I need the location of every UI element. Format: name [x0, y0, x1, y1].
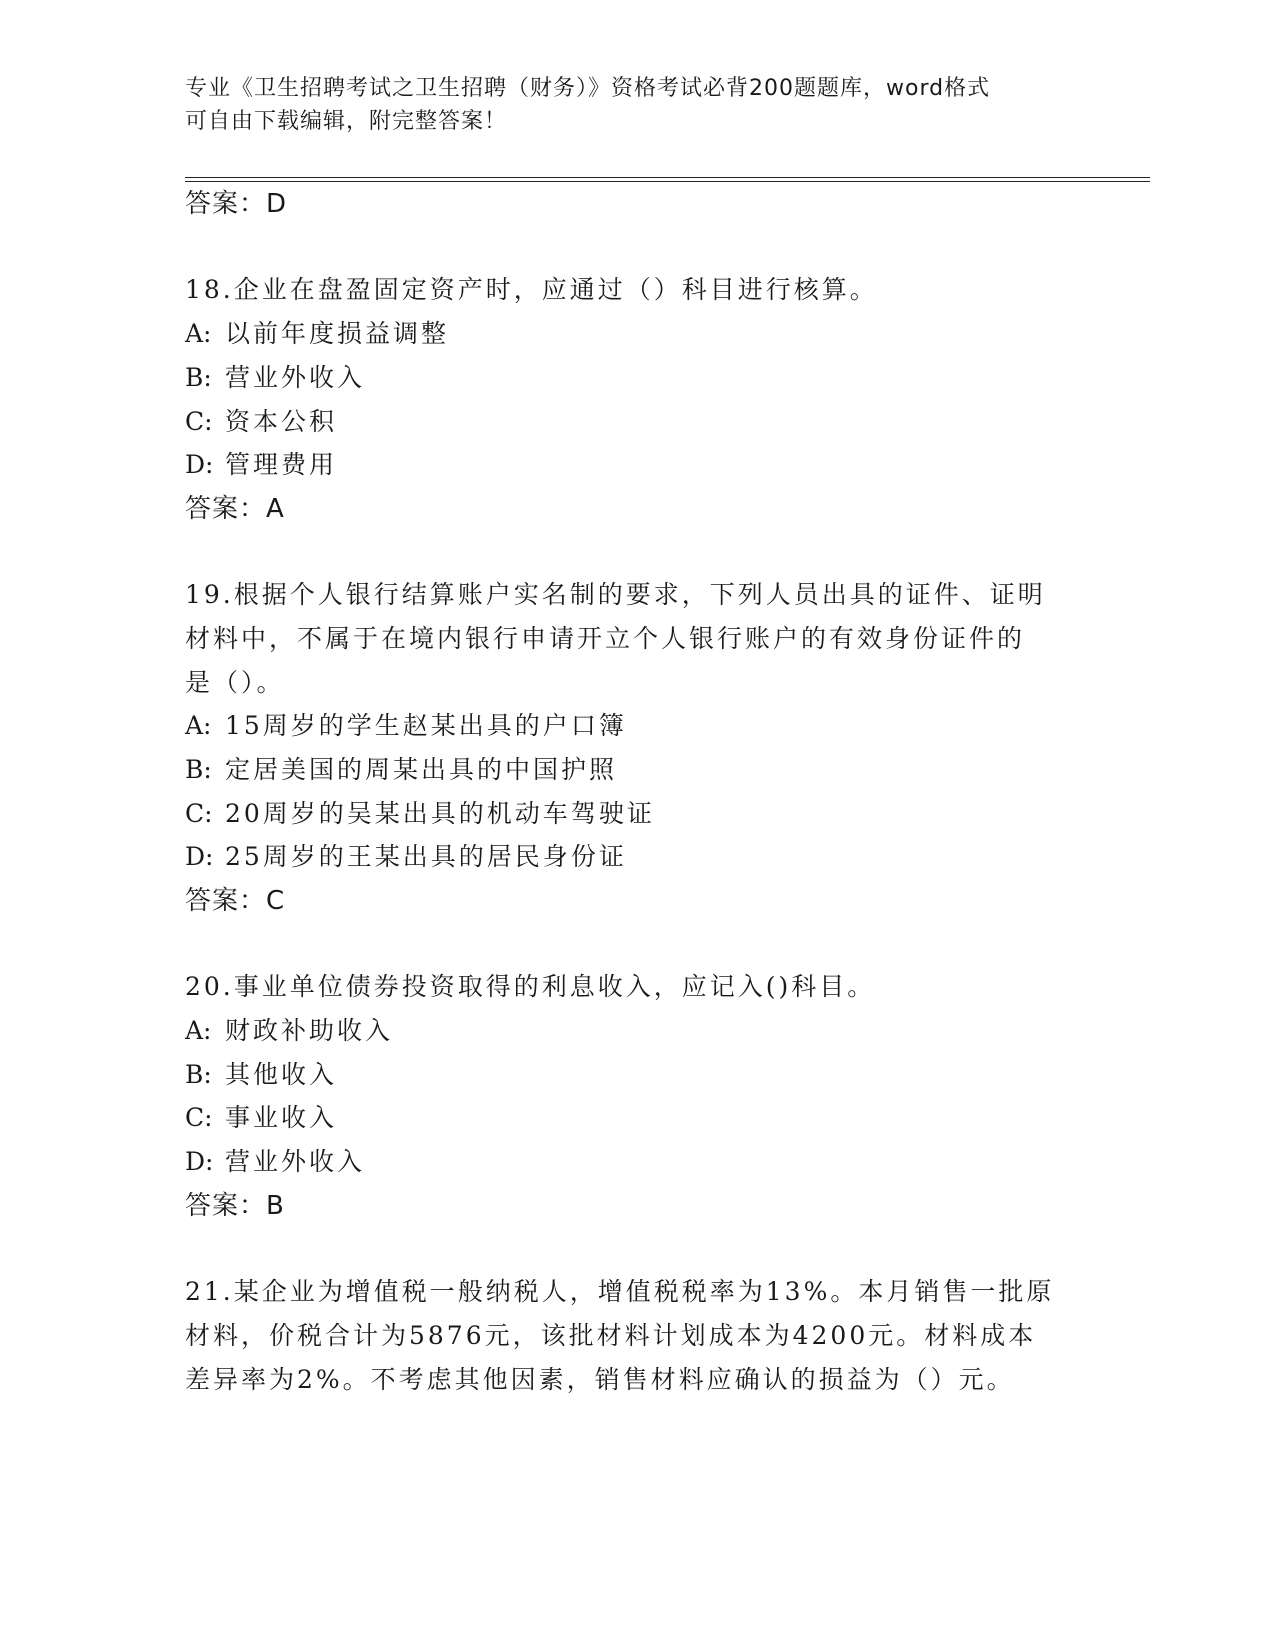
option-letter: A:	[185, 319, 212, 348]
option-text: 定居美国的周某出具的中国护照	[225, 755, 618, 784]
option-text: 25周岁的王某出具的居民身份证	[225, 842, 627, 871]
question-19-text-line-3: 是（）。	[185, 668, 285, 697]
option-text: 营业外收入	[225, 363, 366, 392]
option-text: 财政补助收入	[225, 1016, 394, 1045]
question-20-option-d	[185, 1145, 365, 1179]
option-letter: A:	[185, 1016, 212, 1045]
question-19-option-c	[185, 797, 655, 831]
question-21-text-line-2: 材料，价税合计为5876元，该批材料计划成本为4200元。材料成本	[185, 1321, 1037, 1350]
option-text: 其他收入	[225, 1060, 338, 1089]
question-21-text-line-1: 21.某企业为增值税一般纳税人，增值税税率为13%。本月销售一批原	[185, 1277, 1055, 1306]
question-20-answer: 答案：B	[185, 1191, 285, 1221]
option-letter: B:	[185, 363, 212, 392]
question-21-text-line-3: 差异率为2%。不考虑其他因素，销售材料应确认的损益为（）元。	[185, 1365, 1015, 1394]
question-18-option-a	[185, 317, 449, 351]
question-20-option-b	[185, 1058, 337, 1092]
option-letter: C:	[185, 1103, 213, 1132]
option-letter: B:	[185, 1060, 212, 1089]
question-18-option-d	[185, 448, 337, 482]
option-text: 管理费用	[225, 450, 338, 479]
question-19-text-line-1: 19.根据个人银行结算账户实名制的要求，下列人员出具的证件、证明	[185, 580, 1046, 609]
option-text: 以前年度损益调整	[225, 319, 450, 348]
question-19-option-b	[185, 753, 617, 787]
question-19-text-line-2: 材料中，不属于在境内银行申请开立个人银行账户的有效身份证件的	[185, 624, 1026, 653]
option-letter: D:	[185, 450, 214, 479]
answer-prev: 答案：D	[185, 189, 288, 219]
option-letter: D:	[185, 842, 214, 871]
header-line-1: 专业《卫生招聘考试之卫生招聘（财务）》资格考试必背200题题库，word格式	[185, 76, 991, 101]
header-rule-top	[185, 177, 1150, 178]
option-text: 营业外收入	[225, 1147, 366, 1176]
option-text: 资本公积	[225, 407, 338, 436]
option-letter: C:	[185, 407, 213, 436]
option-text: 事业收入	[225, 1103, 338, 1132]
question-20-text: 20.事业单位债券投资取得的利息收入，应记入()科目。	[185, 972, 876, 1001]
option-letter: A:	[185, 711, 212, 740]
question-19-option-a	[185, 709, 627, 743]
header-rule-bottom	[185, 181, 1150, 182]
question-20-option-a	[185, 1014, 393, 1048]
question-18-option-c	[185, 405, 337, 439]
header-line-2: 可自由下载编辑，附完整答案！	[185, 109, 508, 134]
option-letter: B:	[185, 755, 212, 784]
question-19-option-d	[185, 840, 627, 874]
question-20-option-c	[185, 1101, 337, 1135]
option-letter: D:	[185, 1147, 214, 1176]
question-19-answer: 答案：C	[185, 886, 286, 916]
option-text: 15周岁的学生赵某出具的户口簿	[225, 711, 627, 740]
question-18-text: 18.企业在盘盈固定资产时，应通过（）科目进行核算。	[185, 275, 878, 304]
document-header	[185, 72, 1065, 138]
option-letter: C:	[185, 799, 213, 828]
option-text: 20周岁的吴某出具的机动车驾驶证	[225, 799, 655, 828]
question-18-option-b	[185, 361, 365, 395]
question-18-answer: 答案：A	[185, 494, 285, 524]
